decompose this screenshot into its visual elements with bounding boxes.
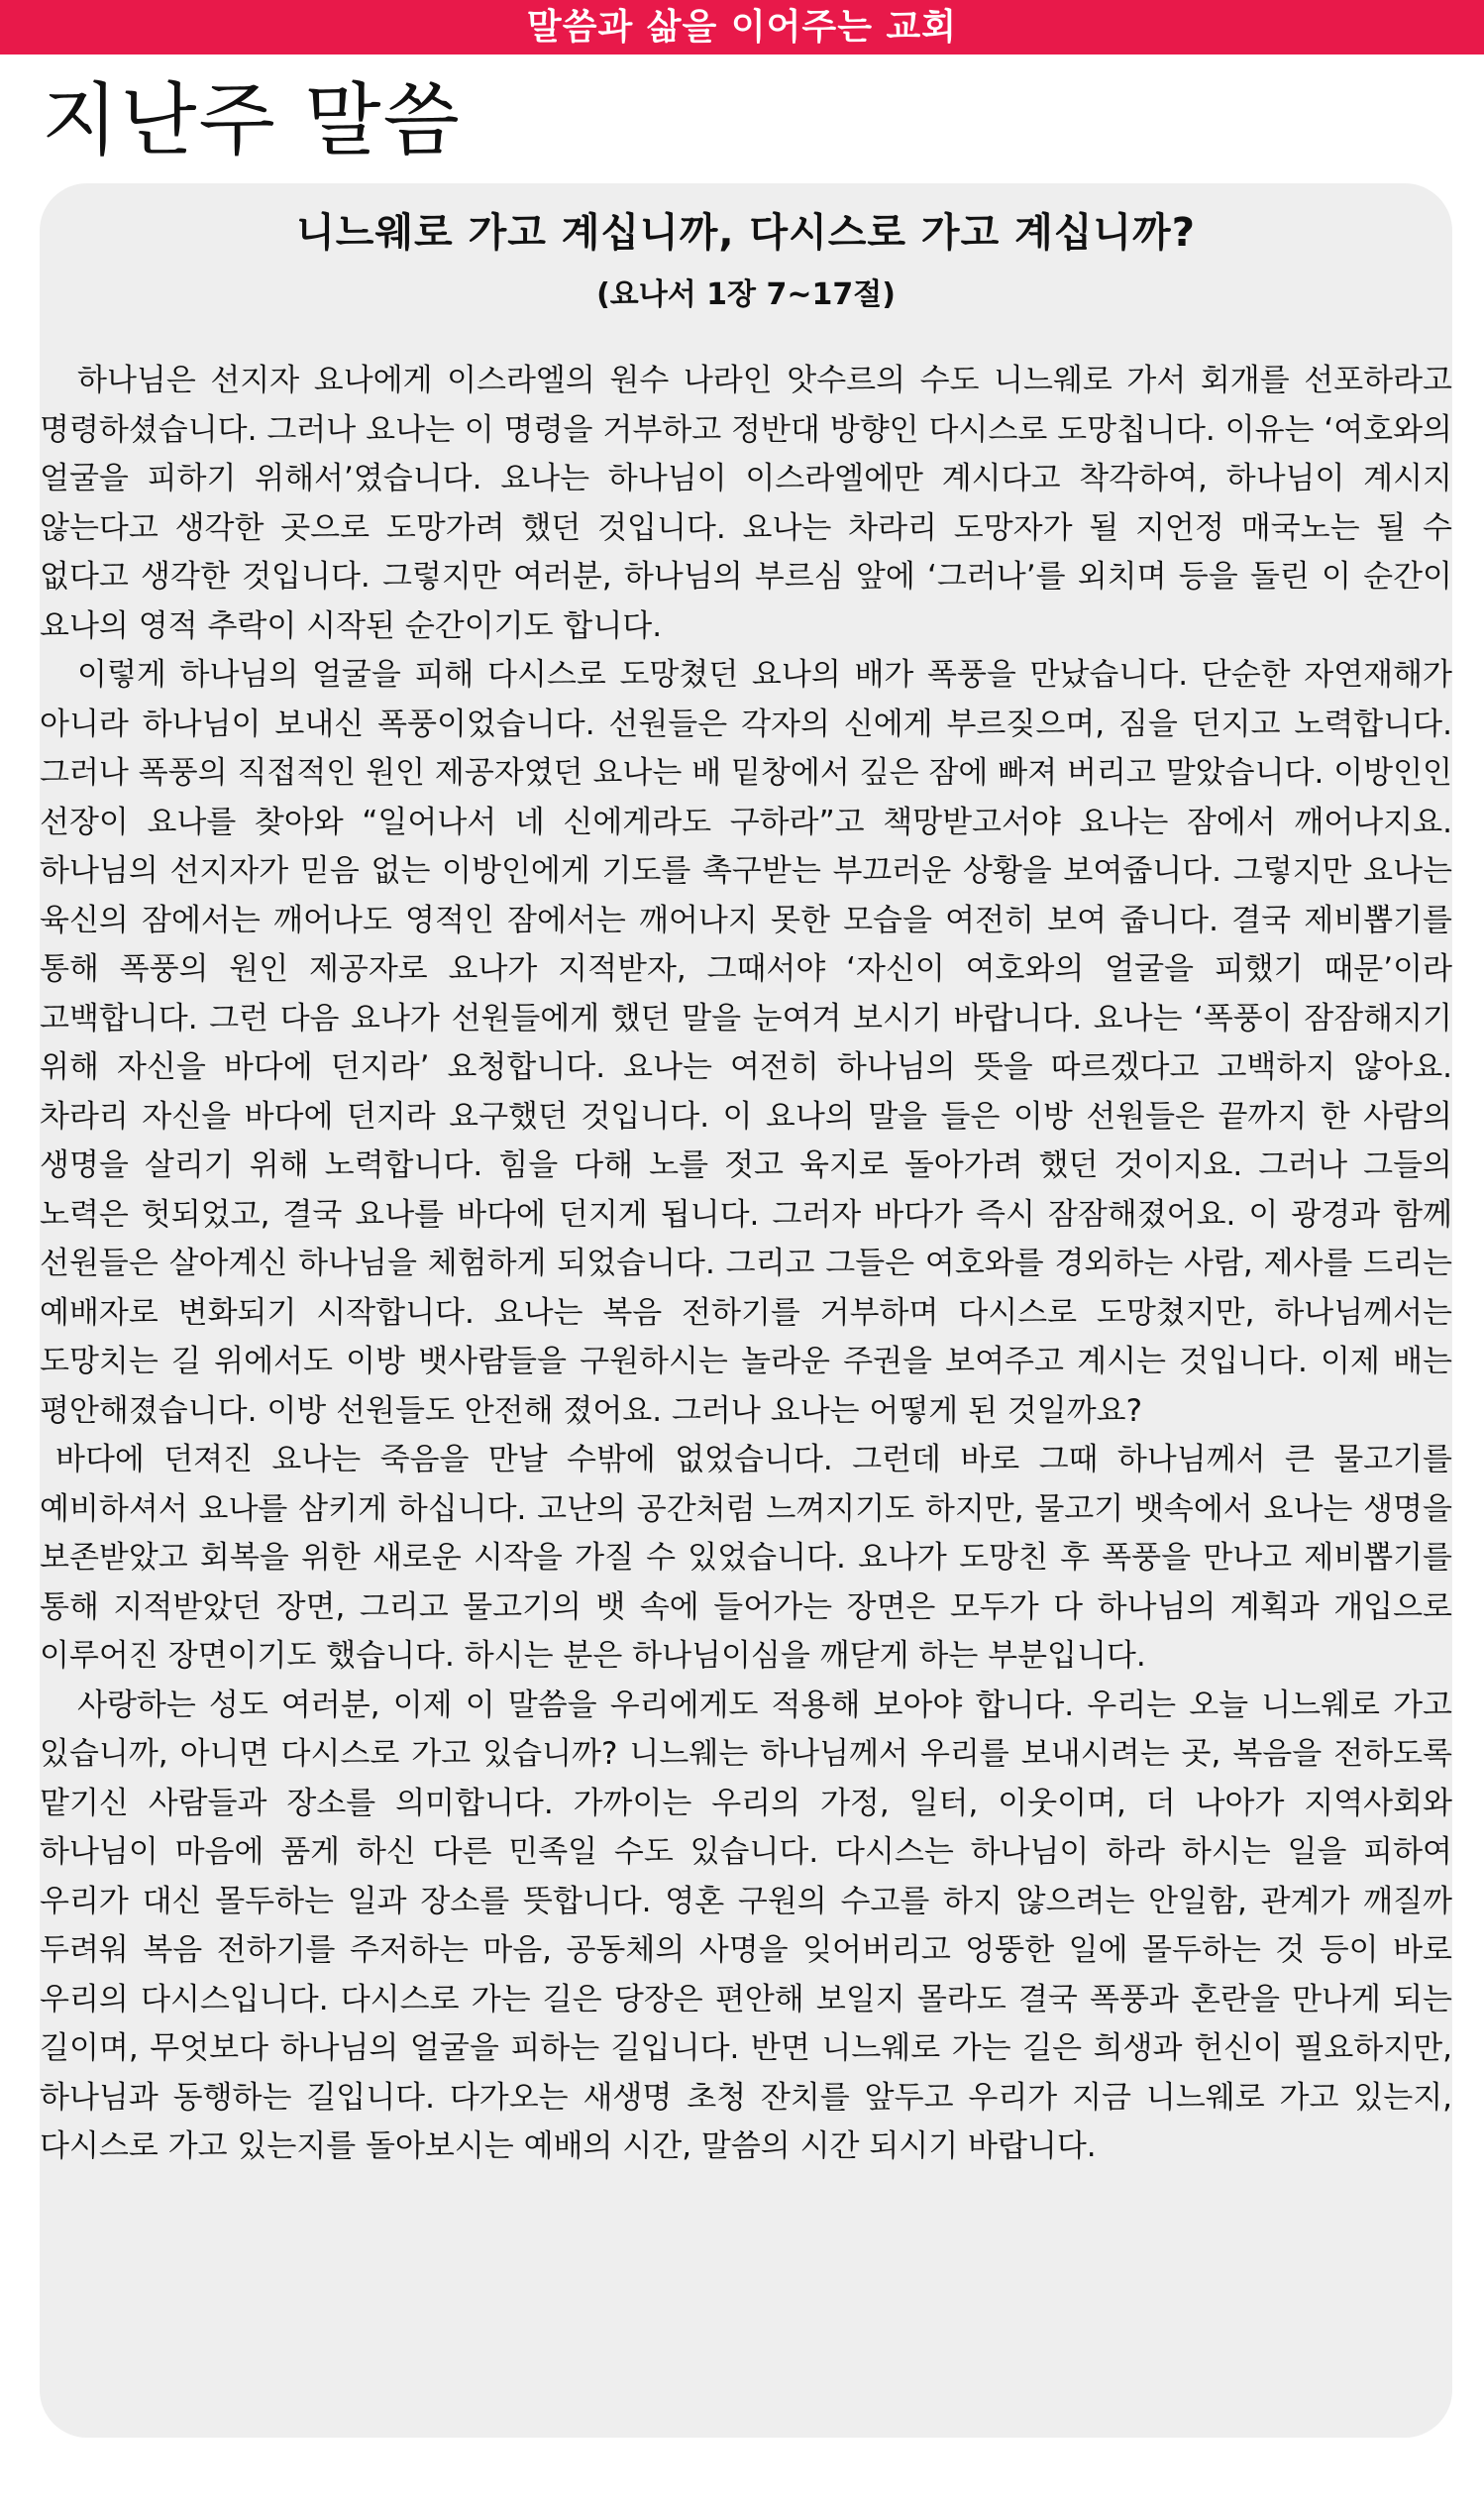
- sermon-paragraph: 하나님은 선지자 요나에게 이스라엘의 원수 나라인 앗수르의 수도 니느웨로 가서 회개를 선포하라고 명령하셨습니다. 그러나 요나는 이 명령을 거부하고 정반대 방향인 다시스로 도망칩니다. 이유는 ‘여호와의 얼굴을 피하기 위해서’였습니다. 요나는 하나님이 이스라엘에만 계시다고 착각하여, 하나님이 계시지 않는다고 생각한 곳으로 도망가려 했던 것입니다. 요나는 차라리 도망자가 될 지언정 매국노는 될 수 없다고 생각한 것입니다. 그렇지만 여러분, 하나님의 부르심 앞에 ‘그러나’를 외치며 등을 돌린 이 순간이 요나의 영적 추락이 시작된 순간이기도 합니다.: [40, 363, 1452, 644]
- sermon-paragraph: 바다에 던져진 요나는 죽음을 만날 수밖에 없었습니다. 그런데 바로 그때 하나님께서 큰 물고기를 예비하셔서 요나를 삼키게 하십니다. 고난의 공간처럼 느껴지기도 하지만, 물고기 뱃속에서 요나는 생명을 보존받았고 회복을 위한 새로운 시작을 가질 수 있었습니다. 요나가 도망친 후 폭풍을 만나고 제비뽑기를 통해 지적받았던 장면, 그리고 물고기의 뱃 속에 들어가는 장면은 모두가 다 하나님의 계획과 개입으로 이루어진 장면이기도 했습니다. 하시는 분은 하나님이심을 깨닫게 하는 부분입니다.: [40, 1442, 1452, 1674]
- church-slogan-banner: 말씀과 삶을 이어주는 교회: [0, 0, 1484, 54]
- sermon-paragraph: 이렇게 하나님의 얼굴을 피해 다시스로 도망쳤던 요나의 배가 폭풍을 만났습니다. 단순한 자연재해가 아니라 하나님이 보내신 폭풍이었습니다. 선원들은 각자의 신에게 부르짖으며, 짐을 던지고 노력합니다. 그러나 폭풍의 직접적인 원인 제공자였던 요나는 배 밑창에서 깊은 잠에 빠져 버리고 말았습니다. 이방인인 선장이 요나를 찾아와 “일어나서 네 신에게라도 구하라”고 책망받고서야 요나는 잠에서 깨어나지요. 하나님의 선지자가 믿음 없는 이방인에게 기도를 촉구받는 부끄러운 상황을 보여줍니다. 그렇지만 요나는 육신의 잠에서는 깨어나도 영적인 잠에서는 깨어나지 못한 모습을 여전히 보여 줍니다. 결국 제비뽑기를 통해 폭풍의 원인 제공자로 요나가 지적받자, 그때서야 ‘자신이 여호와의 얼굴을 피했기 때문’이라 고백합니다. 그런 다음 요나가 선원들에게 했던 말을 눈여겨 보시기 바랍니다. 요나는 ‘폭풍이 잠잠해지기 위해 자신을 바다에 던지라’ 요청합니다. 요나는 여전히 하나님의 뜻을 따르겠다고 고백하지 않아요. 차라리 자신을 바다에 던지라 요구했던 것입니다. 이 요나의 말을 들은 이방 선원들은 끝까지 한 사람의 생명을 살리기 위해 노력합니다. 힘을 다해 노를 젓고 육지로 돌아가려 했던 것이지요. 그러나 그들의 노력은 헛되었고, 결국 요나를 바다에 던지게 됩니다. 그러자 바다가 즉시 잠잠해졌어요. 이 광경과 함께 선원들은 살아계신 하나님을 체험하게 되었습니다. 그리고 그들은 여호와를 경외하는 사람, 제사를 드리는 예배자로 변화되기 시작합니다. 요나는 복음 전하기를 거부하며 다시스로 도망쳤지만, 하나님께서는 도망치는 길 위에서도 이방 뱃사람들을 구원하시는 놀라운 주권을 보여주고 계시는 것입니다. 이제 배는 평안해졌습니다. 이방 선원들도 안전해 졌어요. 그러나 요나는 어떻게 된 것일까요?: [40, 657, 1452, 1429]
- sermon-content-box: [40, 183, 1452, 2438]
- sermon-paragraph: 사랑하는 성도 여러분, 이제 이 말씀을 우리에게도 적용해 보아야 합니다. 우리는 오늘 니느웨로 가고 있습니까, 아니면 다시스로 가고 있습니까? 니느웨는 하나님께서 우리를 보내시려는 곳, 복음을 전하도록 맡기신 사람들과 장소를 의미합니다. 가까이는 우리의 가정, 일터, 이웃이며, 더 나아가 지역사회와 하나님이 마음에 품게 하신 다른 민족일 수도 있습니다. 다시스는 하나님이 하라 하시는 일을 피하여 우리가 대신 몰두하는 일과 장소를 뜻합니다. 영혼 구원의 수고를 하지 않으려는 안일함, 관계가 깨질까 두려워 복음 전하기를 주저하는 마음, 공동체의 사명을 잊어버리고 엉뚱한 일에 몰두하는 것 등이 바로 우리의 다시스입니다. 다시스로 가는 길은 당장은 편안해 보일지 몰라도 결국 폭풍과 혼란을 만나게 되는 길이며, 무엇보다 하나님의 얼굴을 피하는 길입니다. 반면 니느웨로 가는 길은 희생과 헌신이 필요하지만, 하나님과 동행하는 길입니다. 다가오는 새생명 초청 잔치를 앞두고 우리가 지금 니느웨로 가고 있는지, 다시스로 가고 있는지를 돌아보시는 예배의 시간, 말씀의 시간 되시기 바랍니다.: [40, 1687, 1452, 2164]
- sermon-title: 니느웨로 가고 계십니까, 다시스로 가고 계십니까?: [296, 210, 1196, 256]
- page-title: 지난주 말씀: [42, 74, 462, 166]
- scripture-reference: (요나서 1장 7~17절): [596, 277, 896, 312]
- sermon-body: [40, 357, 1452, 2172]
